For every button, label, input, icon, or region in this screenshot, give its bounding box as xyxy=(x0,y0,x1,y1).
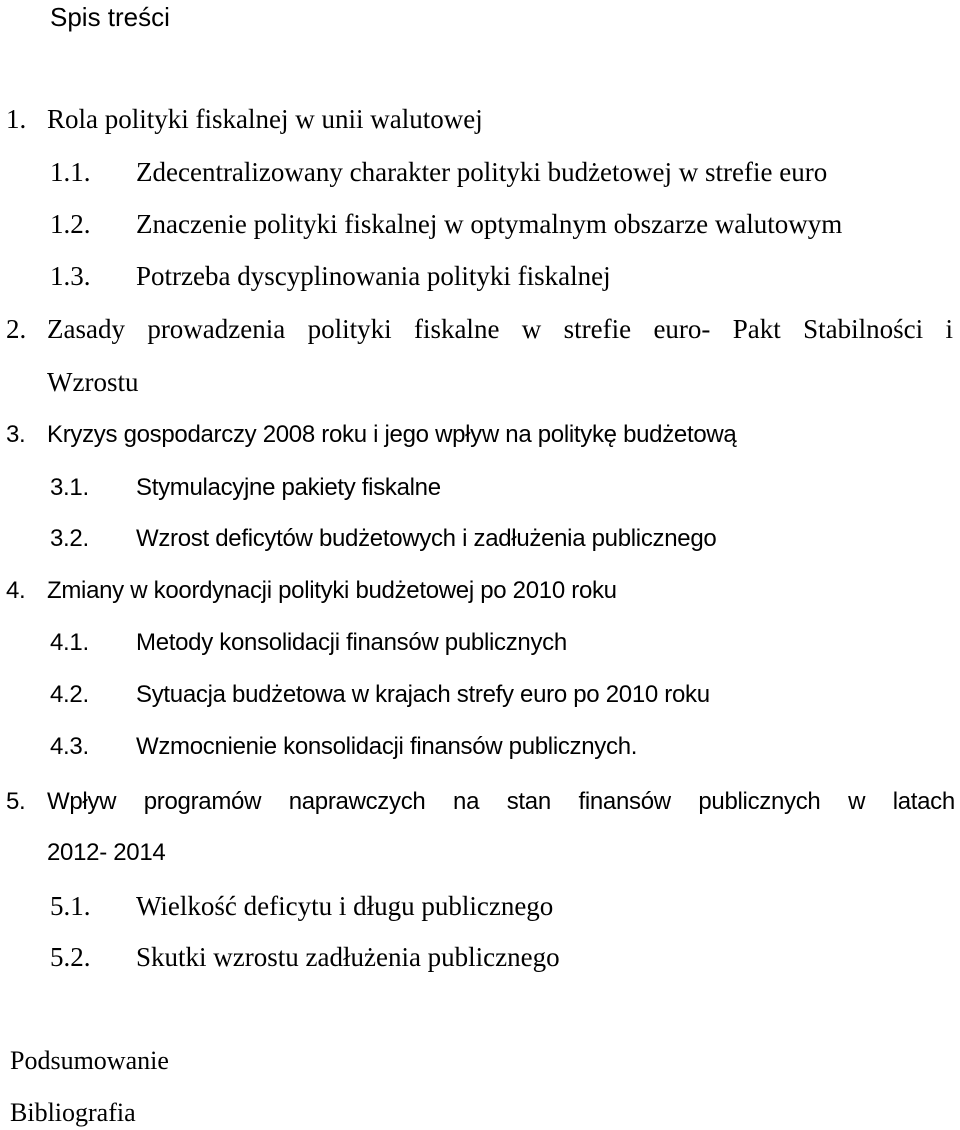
toc-entry-text: Stymulacyjne pakiety fiskalne xyxy=(136,474,441,501)
toc-entry-number: 3.1. xyxy=(50,474,89,501)
bibliography-heading: Bibliografia xyxy=(10,1098,136,1127)
toc-entry-text: Wzmocnienie konsolidacji finansów publicznych. xyxy=(136,733,638,760)
toc-word: Stabilności xyxy=(803,314,924,344)
toc-entry-number: 5.2. xyxy=(50,942,91,972)
toc-word: polityki xyxy=(307,314,392,344)
toc-word: stan xyxy=(506,788,551,815)
toc-entry-number: 1.1. xyxy=(50,157,91,187)
toc-word: Pakt xyxy=(732,314,781,344)
toc-entry-number: 4.3. xyxy=(50,733,89,760)
toc-entry-number: 4.1. xyxy=(50,629,89,656)
toc-entry-text: Skutki wzrostu zadłużenia publicznego xyxy=(136,942,560,972)
toc-word: programów xyxy=(143,788,262,815)
toc-entry-number: 3.2. xyxy=(50,525,89,552)
toc-word: Wpływ xyxy=(47,788,117,815)
toc-entry-text: Zmiany w koordynacji polityki budżetowej po 2010 roku xyxy=(47,577,617,604)
toc-entry-number: 5. xyxy=(6,788,26,815)
toc-entry-number: 1. xyxy=(6,104,27,134)
toc-entry-text: Potrzeba dyscyplinowania polityki fiskalnej xyxy=(136,261,611,291)
toc-entry-text-line2: Wzrostu xyxy=(47,367,139,397)
toc-entry-text: Rola polityki fiskalnej w unii walutowej xyxy=(47,104,483,134)
toc-entry-number: 1.3. xyxy=(50,261,91,291)
toc-word: publicznych xyxy=(698,788,821,815)
summary-heading: Podsumowanie xyxy=(10,1046,169,1075)
document-title: Spis treści xyxy=(50,2,170,32)
toc-entry-text: Wzrost deficytów budżetowych i zadłużenia publicznego xyxy=(136,525,717,552)
toc-entry-number: 3. xyxy=(6,421,26,448)
toc-word: naprawczych xyxy=(288,788,426,815)
toc-entry-text: Sytuacja budżetowa w krajach strefy euro po 2010 roku xyxy=(136,681,710,708)
toc-word: strefie xyxy=(563,314,632,344)
toc-entry-number: 1.2. xyxy=(50,209,91,239)
toc-entry-number: 5.1. xyxy=(50,891,91,921)
toc-entry-number: 2. xyxy=(6,314,27,344)
toc-entry-text-line1 xyxy=(47,790,955,814)
toc-word: euro- xyxy=(653,314,711,344)
toc-word: prowadzenia xyxy=(147,314,286,344)
toc-word: w xyxy=(521,314,542,344)
toc-word: finansów xyxy=(578,788,671,815)
toc-word: na xyxy=(453,788,480,815)
toc-entry-text: Wielkość deficytu i długu publicznego xyxy=(136,891,554,921)
toc-entry-text-line1 xyxy=(47,316,953,343)
toc-entry-number: 4.2. xyxy=(50,681,89,708)
toc-entry-text: Zdecentralizowany charakter polityki budżetowej w strefie euro xyxy=(136,157,828,187)
toc-word: Zasady xyxy=(47,314,125,344)
toc-word: fiskalne xyxy=(413,314,500,344)
toc-entry-number: 4. xyxy=(6,577,26,604)
toc-entry-text: Kryzys gospodarczy 2008 roku i jego wpływ na politykę budżetową xyxy=(47,421,737,448)
toc-word: i xyxy=(945,314,953,344)
toc-word: w xyxy=(848,788,866,815)
toc-entry-text-line2: 2012- 2014 xyxy=(47,839,166,866)
toc-entry-text: Metody konsolidacji finansów publicznych xyxy=(136,629,567,656)
toc-entry-text: Znaczenie polityki fiskalnej w optymalnym obszarze walutowym xyxy=(136,209,843,239)
toc-word: latach xyxy=(892,788,955,815)
